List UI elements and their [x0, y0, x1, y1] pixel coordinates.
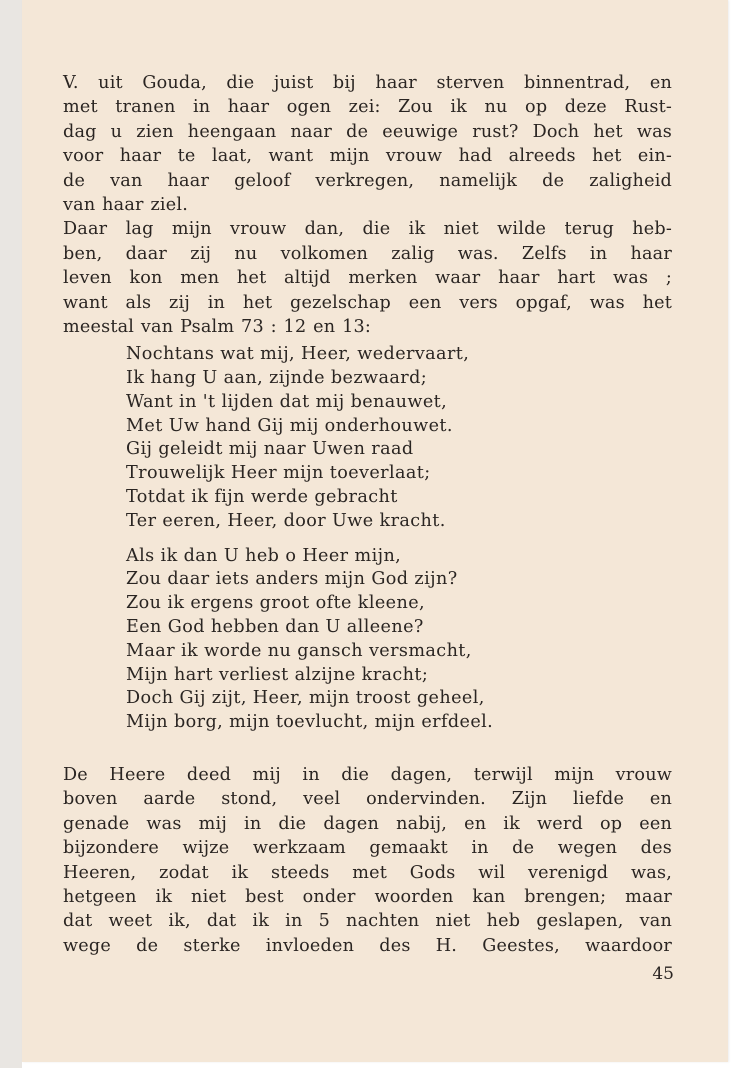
text-line: wege de sterke invloeden des H. Geestes, waardoor	[63, 935, 672, 956]
text-line: Heeren, zodat ik steeds met Gods wil verenigd was,	[63, 862, 672, 883]
verse-line: Mijn hart verliest alzijne kracht;	[126, 664, 429, 685]
verse-line: Totdat ik fijn werde gebracht	[126, 487, 398, 508]
verse-line: Maar ik worde nu gansch versmacht,	[126, 640, 472, 661]
verse-line: Nochtans wat mij, Heer, wedervaart,	[126, 344, 470, 365]
verse-line: Doch Gij zijt, Heer, mijn troost geheel,	[126, 688, 485, 709]
paragraph-2	[63, 217, 672, 339]
page-body	[63, 71, 672, 958]
verse-line: Als ik dan U heb o Heer mijn,	[126, 545, 402, 566]
verse-line: Zou ik ergens groot ofte kleene,	[126, 593, 426, 614]
verse-line: Mijn borg, mijn toevlucht, mijn erfdeel.	[126, 712, 494, 733]
text-line: De Heere deed mij in die dagen, terwijl mijn vrouw	[63, 765, 672, 786]
book-page	[22, 0, 728, 1062]
paragraph-3	[63, 763, 672, 958]
text-line: ben, daar zij nu volkomen zalig was. Zelfs in haar	[63, 243, 672, 264]
text-line: dat weet ik, dat ik in 5 nachten niet heb geslapen, van	[63, 911, 672, 932]
page-number: 45	[652, 964, 674, 984]
text-line: hetgeen ik niet best onder woorden kan brengen; maar	[63, 887, 672, 907]
text-line: de van haar geloof verkregen, namelijk de zaligheid	[63, 170, 672, 191]
verse-line: Ter eeren, Heer, door Uwe kracht.	[126, 510, 446, 531]
psalm-verse	[126, 343, 672, 735]
text-line: leven kon men het altijd merken waar haar hart was ;	[63, 268, 672, 289]
verse-line: Zou daar iets anders mijn God zijn?	[126, 569, 458, 590]
paragraph-1	[63, 71, 672, 217]
verse-line: Trouwelijk Heer mijn toeverlaat;	[126, 463, 431, 484]
verse-line: Ik hang U aan, zijnde bezwaard;	[126, 368, 428, 389]
stanza-gap	[126, 534, 672, 545]
scan-margin	[0, 0, 22, 1068]
text-line: van haar ziel.	[63, 194, 188, 215]
text-line: met tranen in haar ogen zei: Zou ik nu op deze Rust-	[63, 97, 672, 118]
text-line: voor haar te laat, want mijn vrouw had alreeds het ein-	[63, 146, 672, 167]
text-line: Daar lag mijn vrouw dan, die ik niet wilde terug heb-	[63, 219, 672, 240]
text-line: meestal van Psalm 73 : 12 en 13:	[63, 316, 371, 337]
verse-line: Met Uw hand Gij mij onderhouwet.	[126, 415, 453, 436]
text-line: bijzondere wijze werkzaam gemaakt in de wegen des	[63, 838, 672, 859]
verse-line: Een God hebben dan U alleene?	[126, 617, 424, 638]
text-line: genade was mij in die dagen nabij, en ik werd op een	[63, 813, 672, 834]
text-line: boven aarde stond, veel ondervinden. Zijn liefde en	[63, 789, 672, 810]
text-line: V. uit Gouda, die juist bij haar sterven binnentrad, en	[63, 73, 672, 93]
text-line: want als zij in het gezelschap een vers opgaf, was het	[63, 292, 672, 313]
verse-line: Want in 't lijden dat mij benauwet,	[126, 391, 448, 412]
text-line: dag u zien heengaan naar de eeuwige rust? Doch het was	[63, 121, 672, 142]
verse-line: Gij geleidt mij naar Uwen raad	[126, 439, 414, 460]
